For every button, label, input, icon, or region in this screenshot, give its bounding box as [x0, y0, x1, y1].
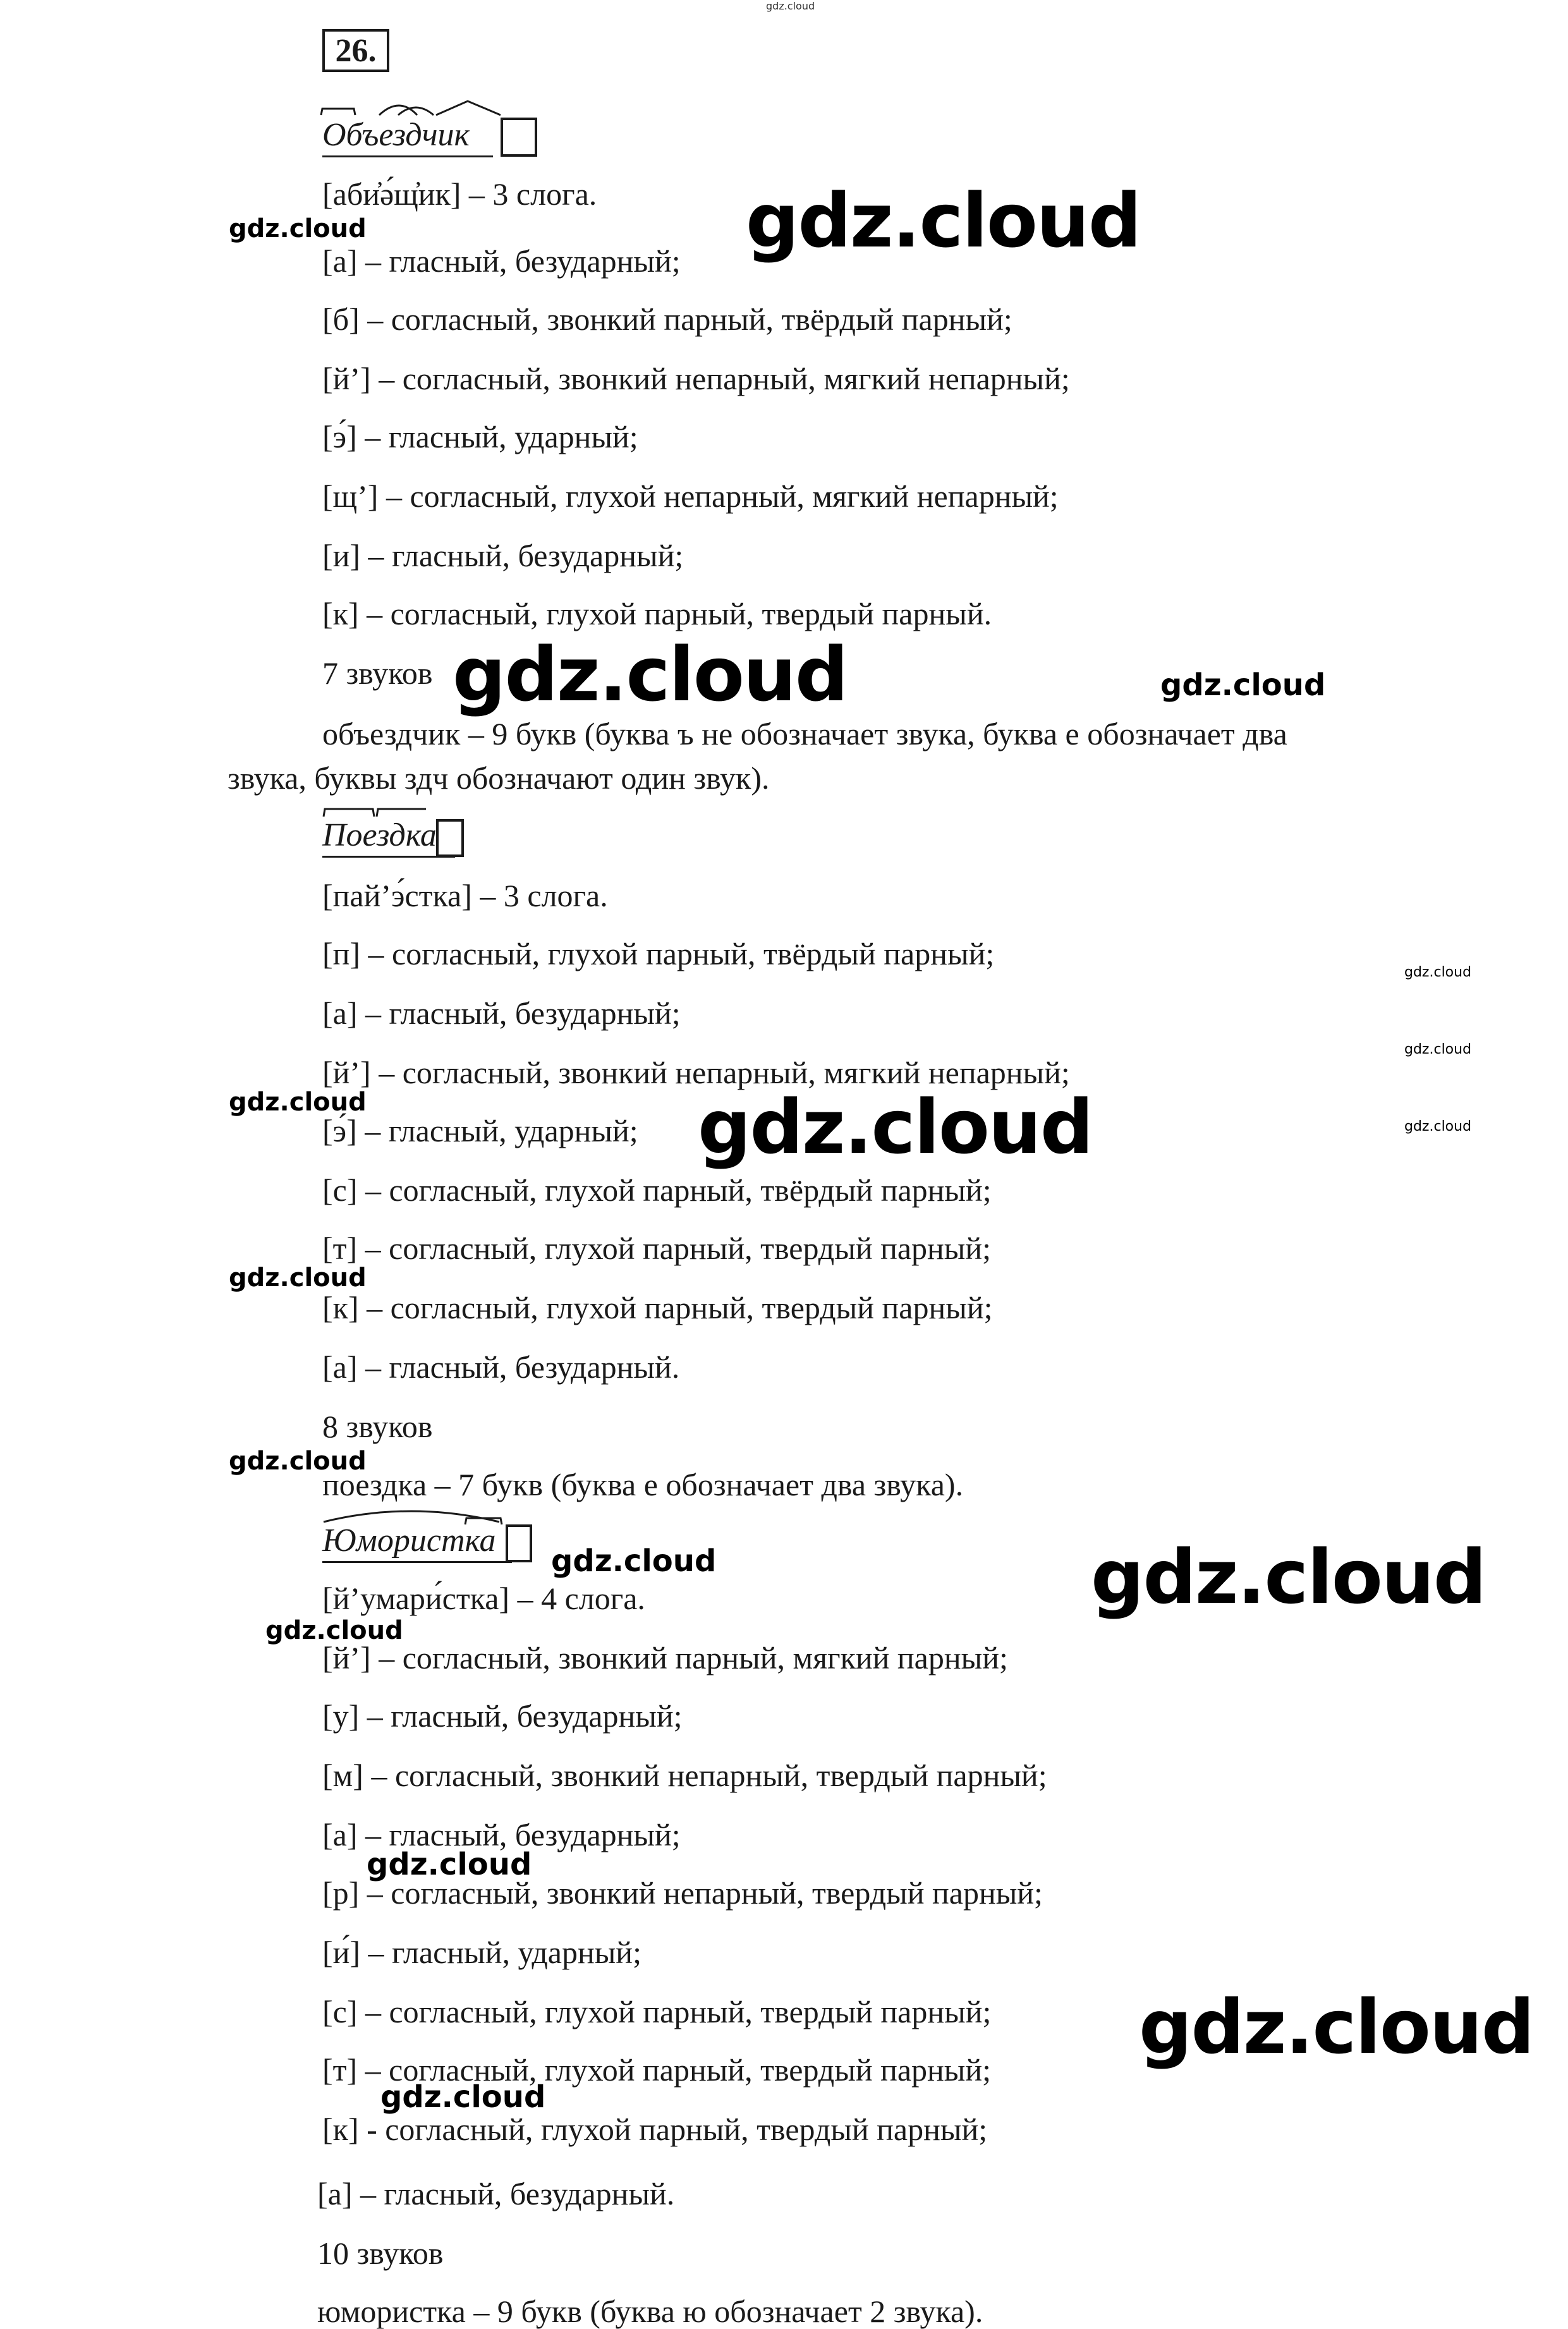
watermark: gdz.cloud [1160, 667, 1326, 703]
word-heading: Юмористка [322, 1523, 496, 1559]
watermark: gdz.cloud [1139, 1983, 1534, 2071]
sound-line: [с] – согласный, глухой парный, твердый парный; [322, 1994, 992, 2029]
ending-box [436, 819, 464, 857]
letter-count: юмористка – 9 букв (буква ю обозначает 2 звука). [317, 2294, 983, 2329]
watermark: gdz.cloud [229, 1447, 367, 1476]
sound-line: [м] – согласный, звонкий непарный, твердый парный; [322, 1758, 1047, 1793]
sound-line: [у] – гласный, безударный; [322, 1698, 683, 1734]
sound-line: [р] – согласный, звонкий непарный, твердый парный; [322, 1875, 1043, 1911]
sound-line: [к] – согласный, глухой парный, твердый парный. [322, 596, 992, 631]
sound-line: [а] – гласный, безударный; [322, 995, 681, 1031]
word-heading: Объездчик [322, 117, 470, 153]
sound-line: [и] – гласный, безударный; [322, 538, 684, 573]
watermark: gdz.cloud [265, 1616, 403, 1645]
sound-line: [с] – согласный, глухой парный, твёрдый парный; [322, 1172, 992, 1208]
letter-count: поездка – 7 букв (буква е обозначает два звука). [322, 1467, 964, 1502]
sound-line: [й’] – согласный, звонкий непарный, мягкий непарный; [322, 1055, 1070, 1090]
sound-line: [й’] – согласный, звонкий парный, мягкий парный; [322, 1640, 1008, 1675]
sound-line: [и́] – гласный, ударный; [322, 1935, 641, 1970]
exercise-number: 26. [322, 29, 389, 72]
ending-box [501, 118, 537, 157]
watermark: gdz.cloud [551, 1543, 717, 1579]
watermark: gdz.cloud [698, 1083, 1093, 1171]
sound-count: 10 звуков [317, 2235, 444, 2271]
sound-line: [э́] – гласный, ударный; [322, 1113, 638, 1148]
transcription: [й’умари́стка] – 4 слога. [322, 1581, 645, 1616]
letter-count-cont: звука, буквы здч обозначают один звук). [228, 760, 770, 796]
watermark: gdz.cloud [229, 1088, 367, 1117]
word-heading: Поездка [322, 817, 437, 853]
sound-line: [б] – согласный, звонкий парный, твёрдый парный; [322, 301, 1012, 337]
ending-box [506, 1524, 532, 1562]
transcription: [пай’э́стка] – 3 слога. [322, 878, 608, 913]
sound-line: [т] – согласный, глухой парный, твердый парный; [322, 1231, 992, 1266]
watermark: gdz.cloud [1091, 1533, 1486, 1621]
watermark: gdz.cloud [1404, 1042, 1472, 1057]
watermark: gdz.cloud [1404, 1119, 1472, 1134]
sound-count: 8 звуков [322, 1409, 433, 1444]
letter-count: объездчик – 9 букв (буква ъ не обозначает звука, буква е обозначает два [322, 716, 1287, 751]
sound-line: [э́] – гласный, ударный; [322, 419, 638, 454]
sound-line: [а] – гласный, безударный; [322, 243, 681, 279]
transcription: [аби̓ә́щ̓ик] – 3 слога. [322, 176, 597, 212]
watermark: gdz.cloud [229, 214, 367, 243]
watermark: gdz.cloud [766, 0, 815, 12]
watermark: gdz.cloud [1404, 964, 1472, 980]
sound-line: [й’] – согласный, звонкий непарный, мягкий непарный; [322, 361, 1070, 396]
sound-line: [щ’] – согласный, глухой непарный, мягкий непарный; [322, 478, 1059, 514]
sound-line: [п] – согласный, глухой парный, твёрдый парный; [322, 936, 995, 971]
sound-line: [а] – гласный, безударный. [322, 1349, 680, 1385]
watermark: gdz.cloud [229, 1263, 367, 1292]
watermark: gdz.cloud [380, 2079, 546, 2115]
sound-count: 7 звуков [322, 655, 433, 691]
watermark: gdz.cloud [453, 631, 848, 718]
sound-line: [т] – согласный, глухой парный, твердый парный; [322, 2052, 992, 2088]
sound-line: [а] – гласный, безударный. [317, 2176, 675, 2211]
watermark: gdz.cloud [367, 1847, 532, 1882]
sound-line: [к] - согласный, глухой парный, твердый парный; [322, 2112, 988, 2147]
sound-line: [а] – гласный, безударный; [322, 1817, 681, 1852]
watermark: gdz.cloud [746, 177, 1141, 264]
sound-line: [к] – согласный, глухой парный, твердый парный; [322, 1290, 993, 1325]
